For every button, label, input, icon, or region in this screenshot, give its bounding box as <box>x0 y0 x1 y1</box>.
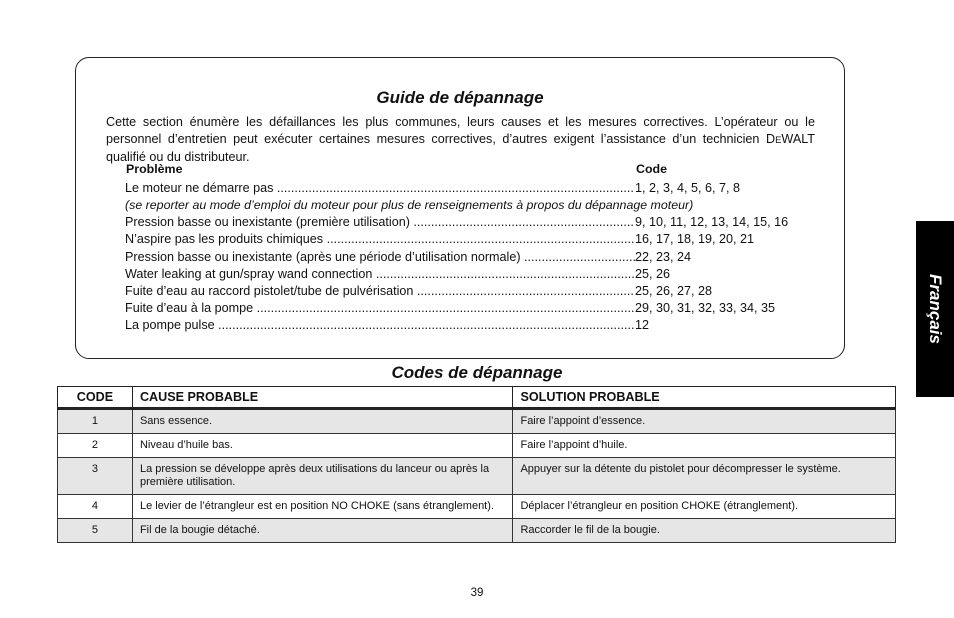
problem-row <box>125 266 825 283</box>
cell-code: 2 <box>58 434 133 458</box>
cell-cause: Sans essence. <box>132 409 513 434</box>
troubleshooting-codes-table <box>57 386 896 543</box>
problem-codes: 1, 2, 3, 4, 5, 6, 7, 8 <box>635 181 741 195</box>
cell-solution: Faire l’appoint d’huile. <box>513 434 896 458</box>
table-row <box>58 434 896 458</box>
column-header-code: CODE <box>58 387 133 409</box>
table-row <box>58 409 896 434</box>
cell-code: 3 <box>58 458 133 495</box>
problem-codes: 9, 10, 11, 12, 13, 14, 15, 16 <box>635 215 789 230</box>
cell-solution: Faire l’appoint d’essence. <box>513 409 896 434</box>
cell-code: 1 <box>58 409 133 434</box>
engine-manual-note: (se reporter au mode d’emploi du moteur pour plus de renseignements à propos du dépannage moteur) <box>125 198 694 213</box>
table-header-row <box>58 387 896 409</box>
problem-row <box>125 180 825 197</box>
page-number: 39 <box>470 587 484 599</box>
table-row <box>58 458 896 495</box>
table-row <box>58 495 896 519</box>
cell-cause: Fil de la bougie détaché. <box>132 519 513 543</box>
problem-text: Water leaking at gun/spray wand connection ..... <box>125 266 635 283</box>
cell-solution: Appuyer sur la détente du pistolet pour décompresser le système. <box>513 458 896 495</box>
language-tab <box>916 221 954 397</box>
cell-code: 5 <box>58 519 133 543</box>
problem-codes: 22, 23, 24 <box>635 249 692 264</box>
problem-row <box>125 317 825 334</box>
header-code: Code <box>636 162 667 176</box>
cell-code: 4 <box>58 495 133 519</box>
troubleshooting-guide-box <box>75 57 845 359</box>
column-header-solution: SOLUTION PROBABLE <box>513 387 896 409</box>
cell-cause: Le levier de l’étrangleur est en position NO CHOKE (sans étranglement). <box>132 495 513 519</box>
codes-title: Codes de dépannage <box>391 363 563 382</box>
cell-cause: Niveau d’huile bas. <box>132 434 513 458</box>
problem-table-header <box>126 162 686 176</box>
guide-title: Guide de dépannage <box>376 88 544 107</box>
problem-text: Fuite d’eau au raccord pistolet/tube de pulvérisation ..... <box>125 283 635 300</box>
problem-codes: 16, 17, 18, 19, 20, 21 <box>635 232 755 247</box>
cell-solution: Déplacer l’étrangleur en position CHOKE (étranglement). <box>513 495 896 519</box>
problem-text: Pression basse ou inexistante (après une période d’utilisation normale) ..... <box>125 249 635 266</box>
problem-codes: 29, 30, 31, 32, 33, 34, 35 <box>635 301 776 316</box>
problem-text: La pompe pulse ..... <box>125 317 635 334</box>
table-row <box>58 519 896 543</box>
problem-row <box>125 283 825 300</box>
problem-text: Fuite d’eau à la pompe ..... <box>125 300 635 317</box>
problem-codes: 25, 26, 27, 28 <box>635 283 713 298</box>
brand-name: DEWALT qualifié ou du distributeur. <box>106 132 816 164</box>
column-header-cause: CAUSE PROBABLE <box>132 387 513 409</box>
problem-row <box>125 300 825 317</box>
problem-row <box>125 231 825 248</box>
problem-codes: 12 <box>635 318 650 333</box>
cell-solution: Raccorder le fil de la bougie. <box>513 519 896 543</box>
problem-list <box>125 180 825 335</box>
guide-intro-text: Cette section énumère les défaillances les plus communes, leurs causes et les mesures correctives. L’opérateur ou le personnel d’entretien peut exécuter certaines mesures correctives, d’autres exigent l’assistance d’un technicien <box>106 115 815 146</box>
problem-text: Le moteur ne démarre pas ..... <box>125 180 635 197</box>
problem-text: Pression basse ou inexistante (première utilisation) ..... <box>125 214 635 231</box>
problem-row <box>125 249 825 266</box>
language-tab-label: Français <box>926 274 945 344</box>
problem-text: N’aspire pas les produits chimiques ..... <box>125 231 635 248</box>
guide-intro <box>106 114 815 166</box>
header-problem: Problème <box>126 162 183 176</box>
problem-codes: 25, 26 <box>635 266 671 281</box>
cell-cause: La pression se développe après deux utilisations du lanceur ou après la première utilisation. <box>132 458 513 495</box>
problem-row <box>125 214 825 231</box>
